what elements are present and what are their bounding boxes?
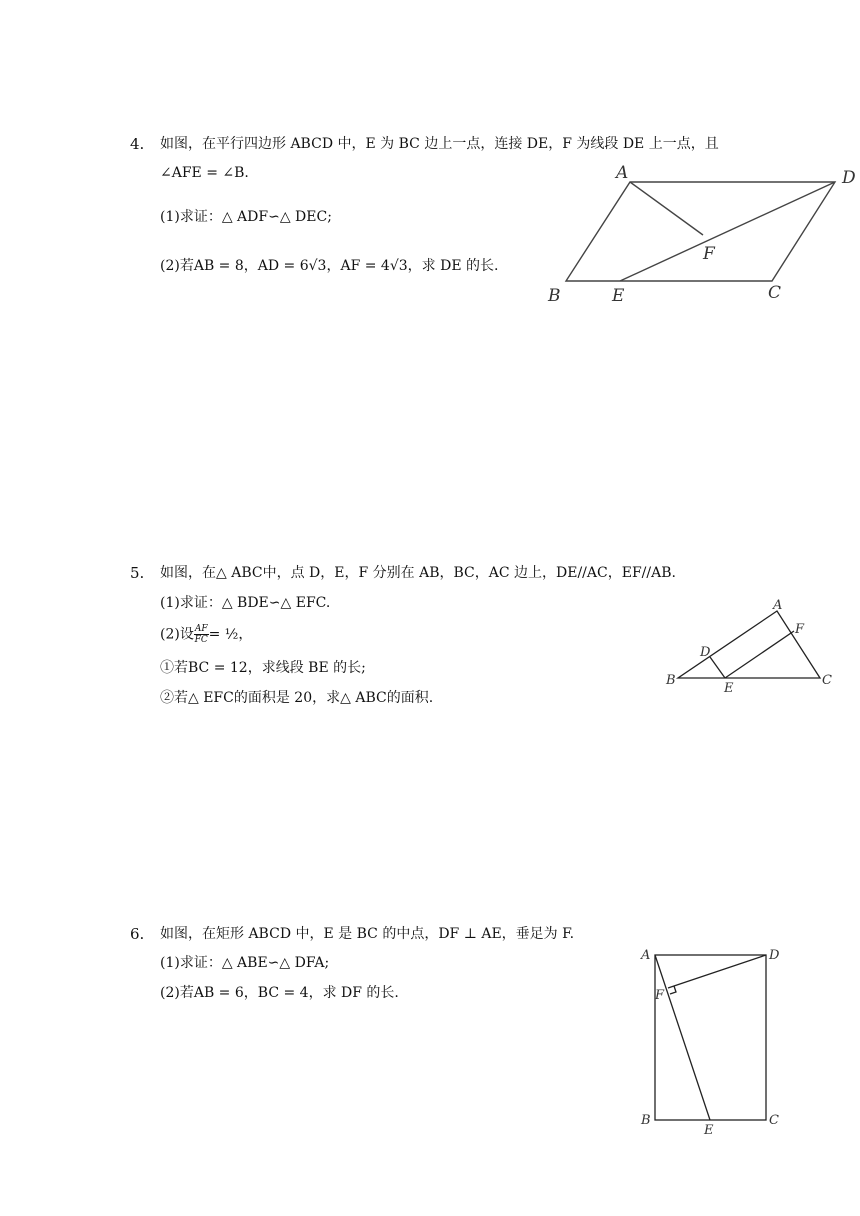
label-e: E	[612, 286, 625, 306]
question-part: (1)求证：△ BDE∽△ EFC.	[160, 595, 331, 611]
fraction-denominator: FC	[194, 635, 208, 645]
part-suffix: = ½，	[208, 626, 253, 643]
label-c: C	[768, 283, 782, 303]
label-e: E	[704, 1123, 714, 1138]
part-prefix: (2)设	[160, 626, 194, 643]
label-b: B	[548, 286, 561, 306]
label-f: F	[795, 622, 805, 637]
sub-question: ②若△ EFC的面积是 20，求△ ABC的面积.	[160, 690, 434, 706]
sub-question: ①若BC = 12，求线段 BE 的长;	[160, 660, 366, 676]
question-part: (2)若AB = 6，BC = 4，求 DF 的长.	[160, 985, 399, 1001]
label-a: A	[641, 948, 651, 963]
question-part: (1)求证：△ ABE∽△ DFA;	[160, 955, 330, 971]
label-c: C	[769, 1113, 779, 1128]
fraction	[194, 624, 209, 645]
label-b: B	[666, 673, 676, 688]
question-part	[160, 624, 252, 645]
question-part: (1)求证：△ ADF∽△ DEC;	[160, 209, 332, 225]
question-text: ∠AFE = ∠B.	[160, 165, 249, 181]
label-b: B	[641, 1113, 651, 1128]
parallelogram-figure	[540, 158, 860, 308]
question-number: 6.	[130, 925, 145, 943]
label-d: D	[842, 168, 856, 188]
label-e: E	[724, 681, 734, 695]
label-f: F	[703, 244, 715, 264]
question-text: 如图，在△ ABC中，点 D，E，F 分别在 AB，BC，AC 边上，DE//AC，EF//AB.	[160, 565, 676, 581]
question-part: (2)若AB = 8，AD = 6√3，AF = 4√3，求 DE 的长.	[160, 258, 499, 274]
question-text: 如图，在平行四边形 ABCD 中，E 为 BC 边上一点，连接 DE，F 为线段 DE 上一点，且	[160, 136, 719, 152]
rectangle-figure	[636, 942, 786, 1138]
label-f: F	[655, 988, 665, 1003]
label-d: D	[700, 645, 711, 660]
label-c: C	[822, 673, 832, 688]
fraction-numerator: AF	[194, 624, 208, 634]
triangle-figure	[662, 595, 842, 695]
question-text: 如图，在矩形 ABCD 中，E 是 BC 的中点，DF ⊥ AE，垂足为 F.	[160, 926, 575, 942]
question-number: 4.	[130, 135, 145, 153]
label-a: A	[616, 163, 629, 183]
question-number: 5.	[130, 564, 145, 582]
label-d: D	[769, 948, 780, 963]
label-a: A	[773, 598, 783, 613]
